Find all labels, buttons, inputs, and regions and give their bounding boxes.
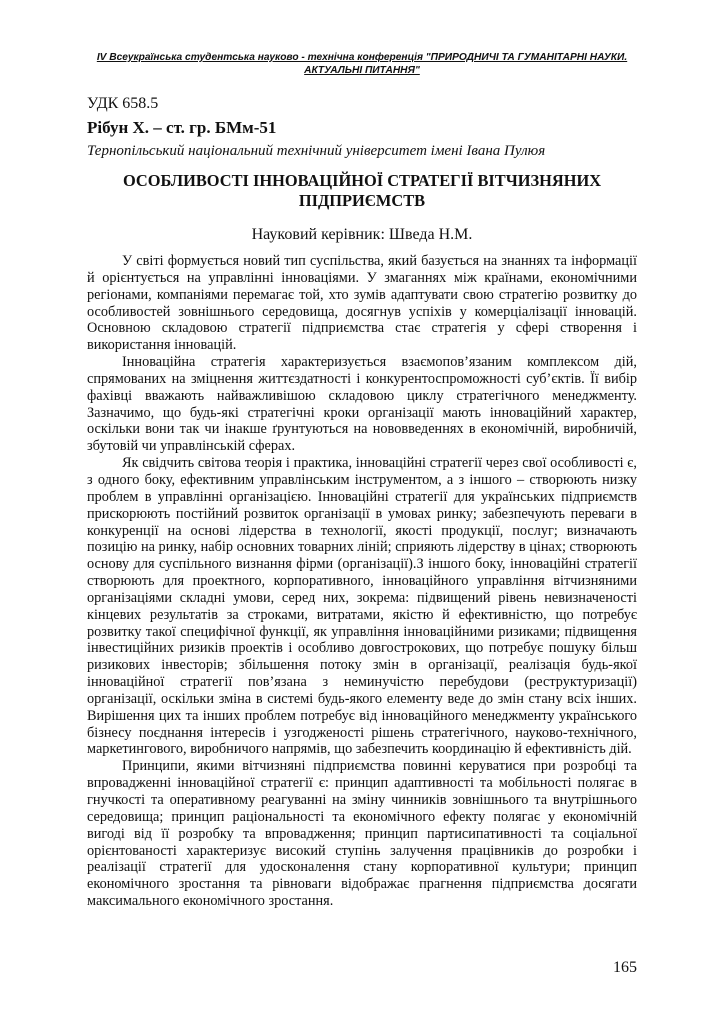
conference-running-header bbox=[96, 51, 628, 77]
udc-code: УДК 658.5 bbox=[87, 95, 159, 112]
body-paragraph: Як свідчить світова теорія і практика, інноваційні стратегії через свої особливості є, з одного боку, ефективним управлінським інструментом, а з іншого – створюють низку проблем в управлінні організацією. Інноваційні стратегії для українських підприємств прискорюють постійний розвиток організації в умовах ринку; забезпечують переваги в конкуренції на основі лідерства в технології, якості продукції, послуг; визначають позицію на ринку, набір основних товарних ліній; сприяють лідерству в цінах; створюють основу для суспільного визнання фірми (організації).З іншого боку, інноваційні стратегії створюють для проектного, корпоративного, інноваційного управління вітчизняними організаціями складні умови, серед них, зокрема: підвищений рівень невизначеності кінцевих результатів за строками, витратами, якістю й ефективністю, що потребує розвитку такої специфічної функції, як управління інноваційними ризиками; підвищення інвестиційних ризиків проектів і особливо довгострокових, що потребує пошуку більш ризикових інвесторів; збільшення потоку змін в організації, реалізація будь-якої інноваційної стратегії пов’язана з неминучістю перебудови (реструктуризації) організації, оскільки зміна в системі будь-якого елементу веде до змін стану всіх інших. Вирішення цих та інших проблем потребує від інноваційного менеджменту українського бізнесу поєднання інтересів і узгодженості рішень стратегічного, науково-технічного, маркетингового, виробничого напрямів, що забезпечить координацію й ефективність дій. bbox=[87, 455, 637, 758]
scientific-advisor: Науковий керівник: Шведа Н.М. bbox=[251, 226, 473, 243]
page-number: 165 bbox=[613, 959, 637, 976]
body-paragraph: У світі формується новий тип суспільства, який базується на знаннях та інформації й орієнтується на управлінні інноваціями. У змаганнях між країнами, економічними регіонами, компаніями перемагає той, хто зумів адаптувати свою стратегію розвитку до особливостей зовнішнього середовища, досягнув успіхів у комерціалізації інновацій. Основною складовою стратегії підприємства стає стратегія у сфері створення і використання інновацій. bbox=[87, 253, 637, 354]
body-paragraph: Інноваційна стратегія характеризується взаємопов’язаним комплексом дій, спрямованих на зміцнення життєздатності і конкурентоспроможності суб’єктів. Її вибір фахівці вважають найважливішою складовою циклу стратегічного менеджменту. Зазначимо, що будь-які стратегічні кроки організації мають інноваційний характер, оскільки вони так чи інакше ґрунтуються на нововведеннях в економічній, виробничій, збутовій чи управлінській сферах. bbox=[87, 354, 637, 455]
author-line: Рібун Х. – ст. гр. БМм-51 bbox=[87, 118, 277, 137]
affiliation: Тернопільський національний технічний університет імені Івана Пулюя bbox=[87, 143, 546, 159]
conference-header-line-1: IV Всеукраїнська студентська науково - технічна конференція "ПРИРОДНИЧІ ТА ГУМАНІТАРНІ НАУКИ. bbox=[96, 52, 628, 63]
paper-title-line-2: ПІДПРИЄМСТВ bbox=[298, 190, 426, 210]
body-paragraph: Принципи, якими вітчизняні підприємства повинні керуватися при розробці та впровадженні інноваційної стратегії є: принцип адаптивності та мобільності полягає в гнучкості та оперативному реагуванні на зміну чинників зовнішнього та внутрішнього середовища; принцип раціональності та економічного ефекту полягає у економічній вигоді від її розробку та впровадження; принцип партисипативності та соціальної орієнтованості характеризує високий ступінь залучення працівників до розробки і реалізації стратегії для удосконалення стану корпоративної культури; принцип економічного зростання та рівноваги відображає прагнення підприємства досягати максимального економічного зростання. bbox=[87, 758, 637, 910]
paper-title-line-1: ОСОБЛИВОСТІ ІННОВАЦІЙНОЇ СТРАТЕГІЇ ВІТЧИЗНЯНИХ bbox=[122, 171, 602, 190]
article-body bbox=[87, 253, 637, 910]
conference-header-line-2: АКТУАЛЬНІ ПИТАННЯ" bbox=[304, 65, 420, 76]
paper-title bbox=[87, 171, 637, 210]
